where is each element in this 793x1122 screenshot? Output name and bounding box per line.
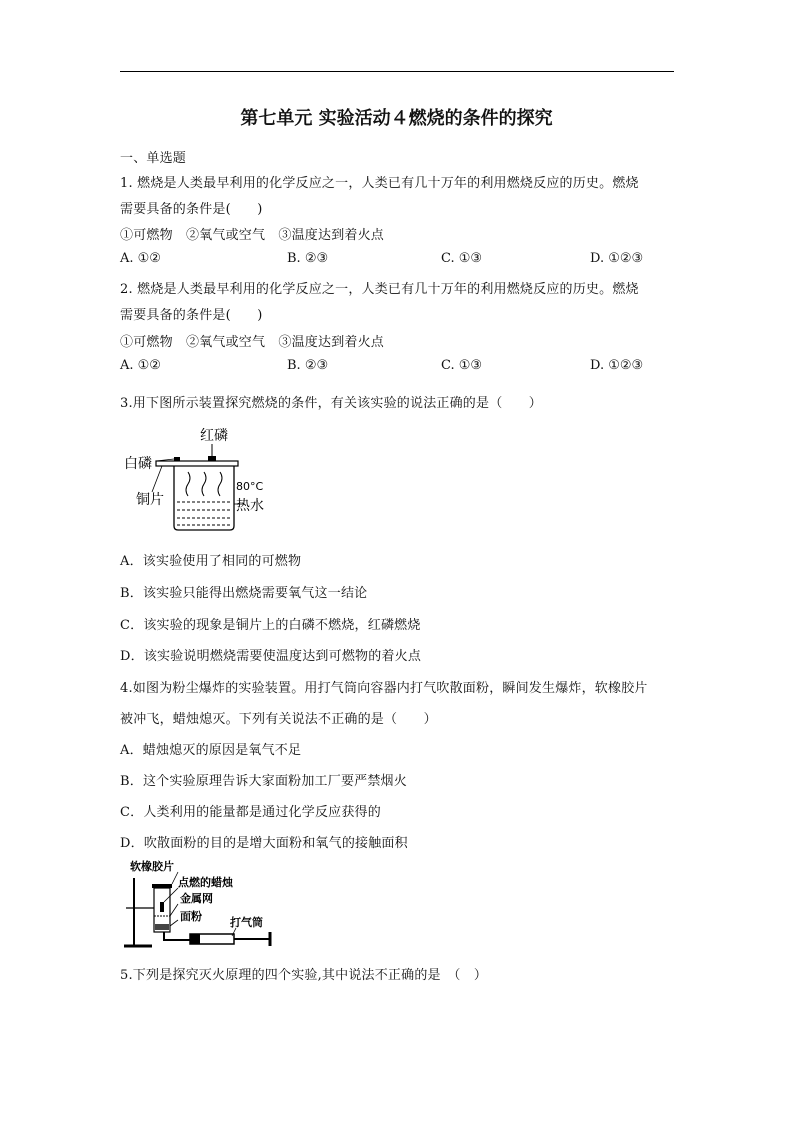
white-phosphorus-piece bbox=[174, 457, 180, 461]
q1-option-b: B. ②③ bbox=[287, 251, 329, 266]
page-title: 第七单元 实验活动４燃烧的条件的探究 bbox=[240, 108, 553, 129]
header-rule bbox=[120, 71, 674, 72]
hot-water-label: 热水 bbox=[236, 498, 264, 514]
combustion-apparatus-figure bbox=[122, 424, 282, 542]
q1-option-c: C. ①③ bbox=[441, 251, 483, 266]
q1-option-a: A. ①② bbox=[120, 251, 161, 266]
q5-stem: 5.下列是探究灭火原理的四个实验,其中说法不正确的是 （ ） bbox=[120, 968, 488, 983]
dust-explosion-apparatus-figure bbox=[120, 858, 285, 950]
steam-lines bbox=[186, 472, 222, 496]
q2-option-a: A. ①② bbox=[120, 358, 161, 373]
red-phosphorus-label: 红磷 bbox=[200, 428, 228, 444]
rubber-sheet-label: 软橡胶片 bbox=[130, 860, 174, 873]
q1-conditions: ①可燃物 ②氧气或空气 ③温度达到着火点 bbox=[120, 228, 385, 243]
flour-label: 面粉 bbox=[180, 910, 202, 923]
q3-option-c: C．该实验的现象是铜片上的白磷不燃烧，红磷燃烧 bbox=[120, 618, 421, 633]
q4-option-b: B．这个实验原理告诉大家面粉加工厂要严禁烟火 bbox=[120, 774, 407, 789]
copper-sheet-plate bbox=[156, 461, 238, 466]
white-phosphorus-label: 白磷 bbox=[124, 456, 152, 472]
temperature-label: 80°C bbox=[236, 480, 264, 493]
pump-label: 打气筒 bbox=[230, 916, 263, 929]
q2-option-d: D. ①②③ bbox=[590, 358, 644, 373]
q1-option-d: D. ①②③ bbox=[590, 251, 644, 266]
q2-stem-line1: 2. 燃烧是人类最早利用的化学反应之一，人类已有几十万年的利用燃烧反应的历史。燃烧 bbox=[120, 282, 639, 297]
q3-stem: 3.用下图所示装置探究燃烧的条件，有关该实验的说法正确的是（ ） bbox=[120, 396, 543, 411]
q4-option-c: C．人类利用的能量都是通过化学反应获得的 bbox=[120, 805, 381, 820]
beaker bbox=[174, 466, 234, 530]
metal-mesh-label: 金属网 bbox=[180, 892, 213, 905]
copper-sheet-label: 铜片 bbox=[136, 492, 164, 508]
q4-stem-line1: 4.如图为粉尘爆炸的实验装置。用打气筒向容器内打气吹散面粉，瞬间发生爆炸，软橡胶片 bbox=[120, 681, 648, 696]
q3-option-b: B．该实验只能得出燃烧需要氧气这一结论 bbox=[120, 586, 368, 601]
red-phosphorus-piece bbox=[208, 456, 216, 461]
q1-stem-line2: 需要具备的条件是( ) bbox=[120, 202, 263, 217]
q2-stem-line2: 需要具备的条件是( ) bbox=[120, 308, 263, 323]
q3-option-d: D．该实验说明燃烧需要使温度达到可燃物的着火点 bbox=[120, 649, 422, 664]
q3-option-a: A．该实验使用了相同的可燃物 bbox=[120, 554, 302, 569]
q2-option-c: C. ①③ bbox=[441, 358, 483, 373]
q4-option-d: D．吹散面粉的目的是增大面粉和氧气的接触面积 bbox=[120, 836, 408, 851]
q4-option-a: A．蜡烛熄灭的原因是氧气不足 bbox=[120, 743, 302, 758]
hot-water-surface bbox=[177, 502, 231, 525]
candle-label: 点燃的蜡烛 bbox=[178, 876, 233, 889]
q2-conditions: ①可燃物 ②氧气或空气 ③温度达到着火点 bbox=[120, 335, 385, 350]
q4-stem-line2: 被冲飞，蜡烛熄灭。下列有关说法不正确的是（ ） bbox=[120, 712, 437, 727]
q2-option-b: B. ②③ bbox=[287, 358, 329, 373]
section-heading: 一、单选题 bbox=[120, 151, 187, 166]
q1-stem-line1: 1. 燃烧是人类最早利用的化学反应之一，人类已有几十万年的利用燃烧反应的历史。燃烧 bbox=[120, 176, 639, 191]
